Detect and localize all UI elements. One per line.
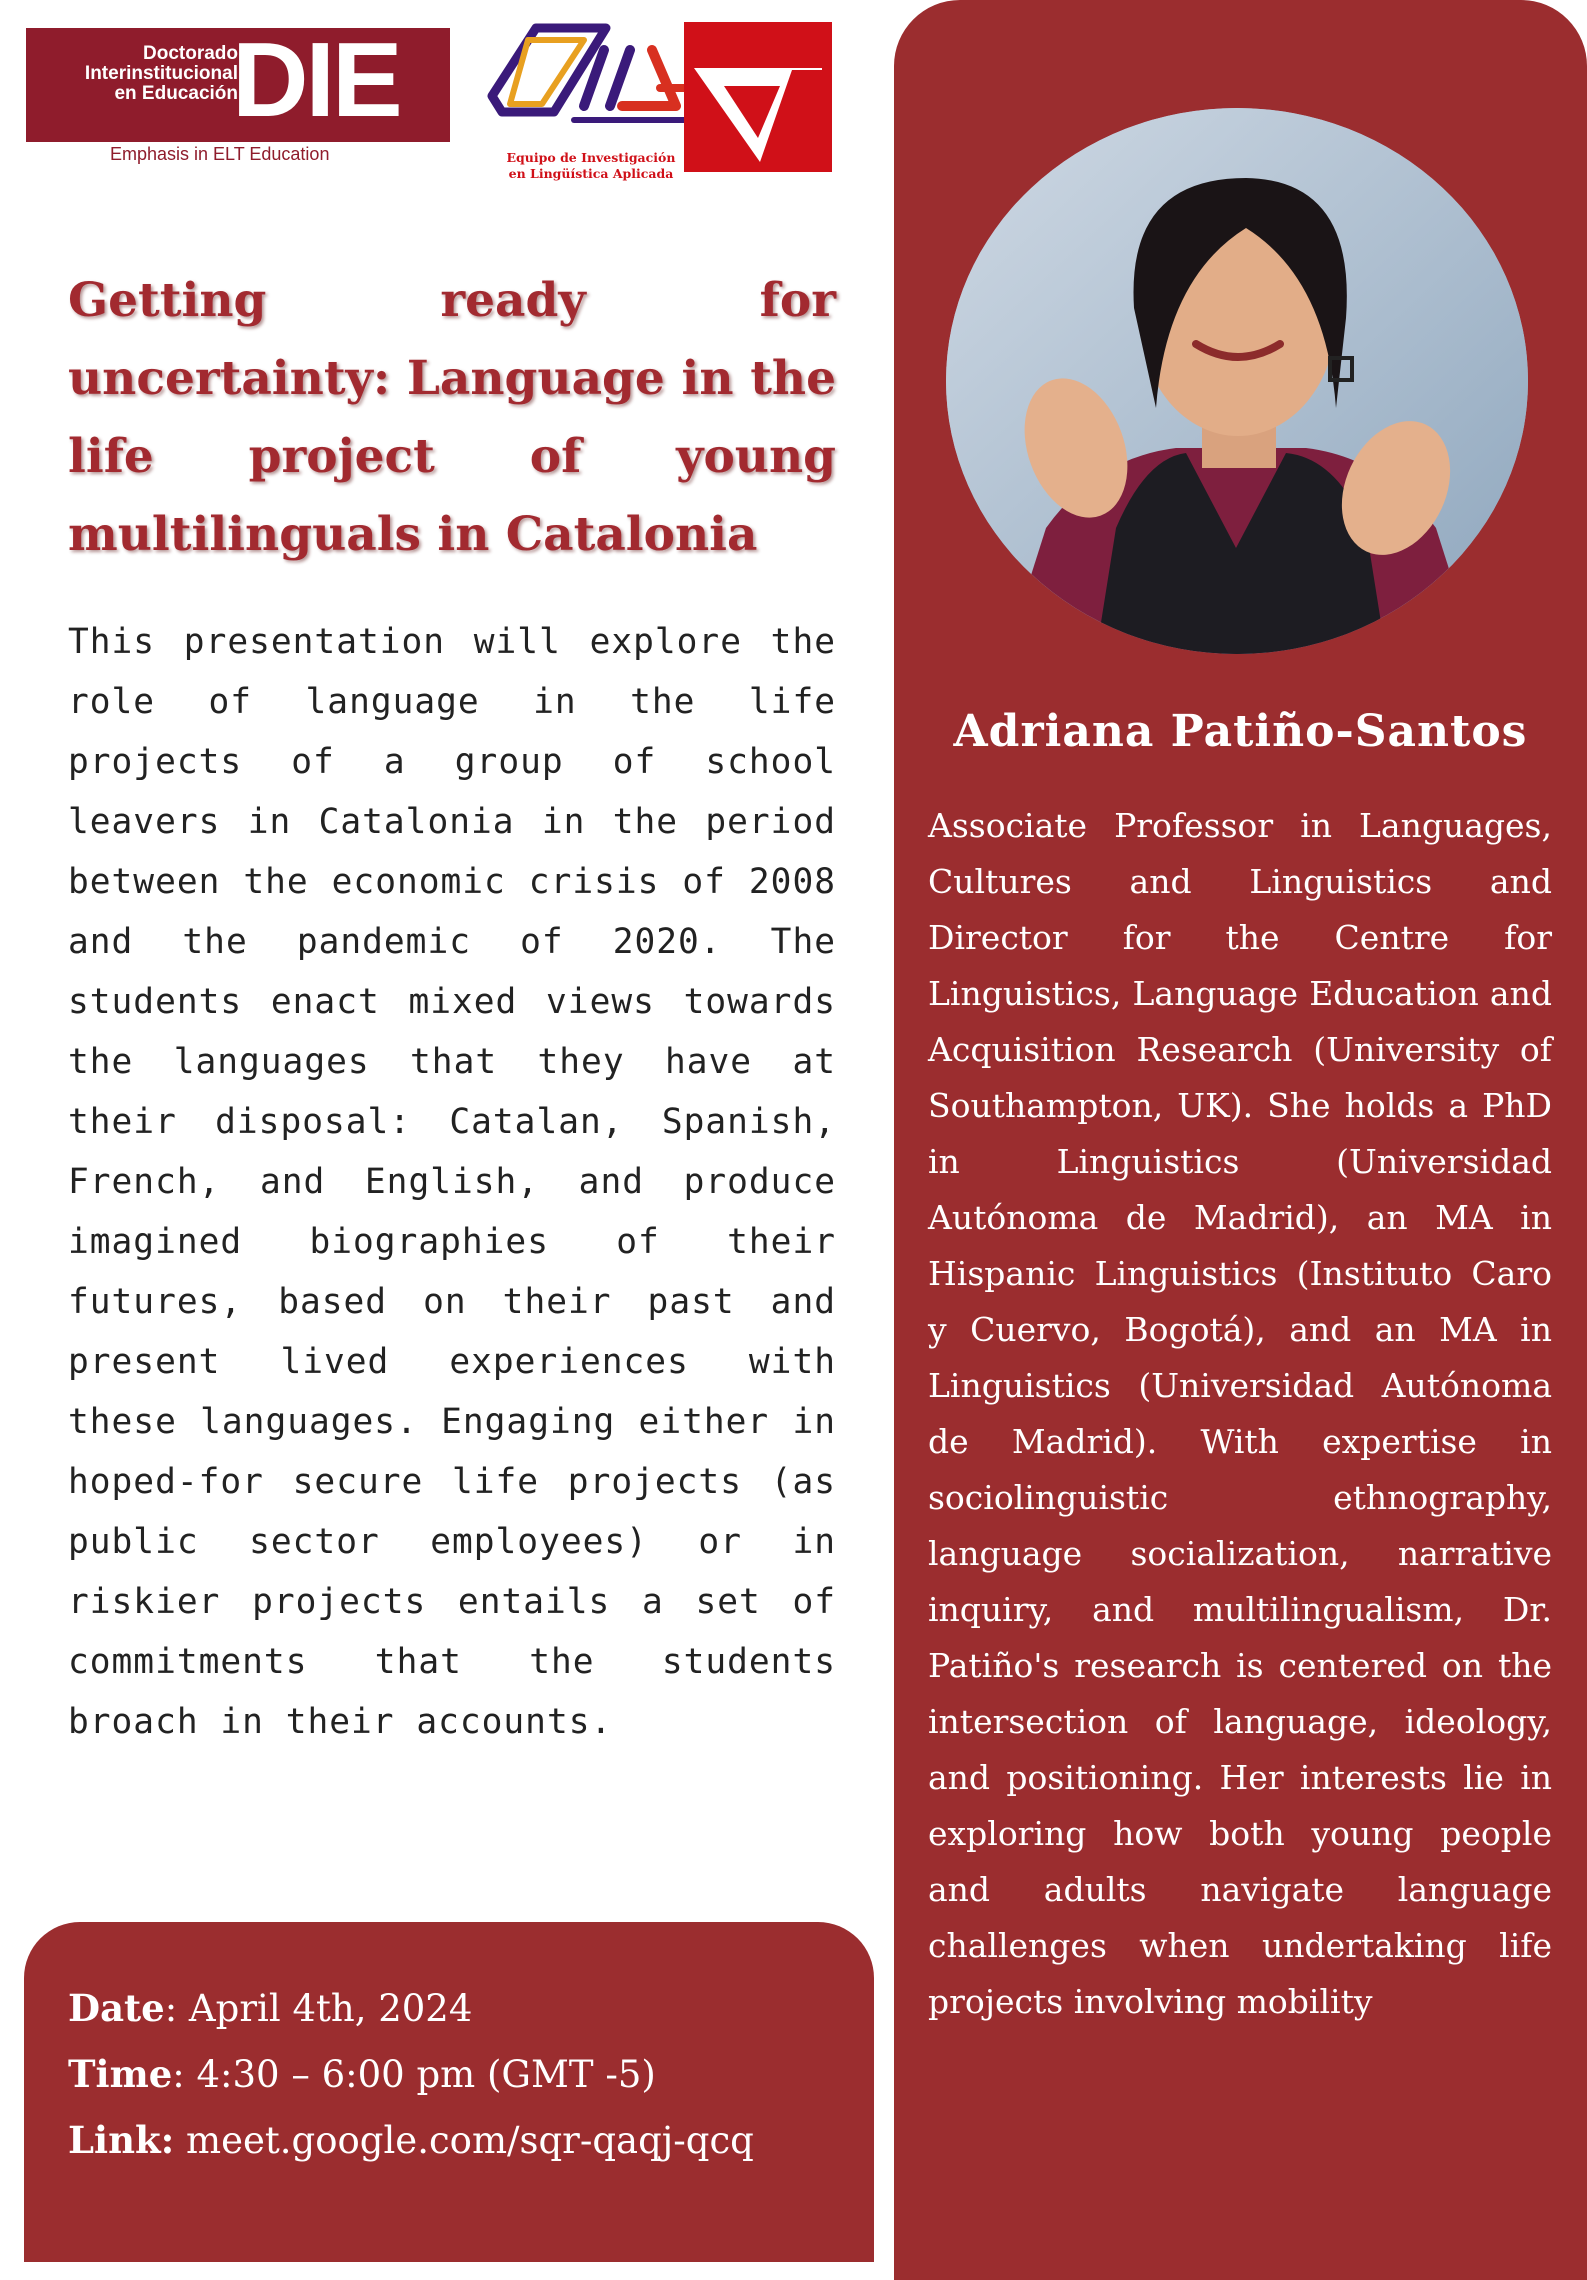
- event-time-value: : 4:30 – 6:00 pm (GMT -5): [172, 2053, 656, 2096]
- ilia-caption-line2: en Lingüística Aplicada: [508, 166, 674, 181]
- university-shield-logo: [684, 22, 832, 172]
- event-link-url[interactable]: meet.google.com/sqr-qaqj-qcq: [174, 2119, 754, 2162]
- event-time-label: Time: [68, 2052, 173, 2096]
- ilia-logo-caption: [476, 150, 706, 182]
- die-logo-text: [38, 44, 238, 104]
- event-link: [68, 2118, 754, 2163]
- logo-header: [26, 20, 846, 180]
- die-logo: [26, 21, 450, 142]
- university-logo-top-block: [760, 32, 822, 68]
- event-time: [68, 2052, 656, 2097]
- ilia-logo-mark: [492, 28, 686, 120]
- event-link-label: Link:: [68, 2118, 175, 2162]
- speaker-name: Adriana Patiño-Santos: [953, 706, 1528, 757]
- die-logo-line1: Doctorado: [143, 43, 238, 64]
- die-logo-acronym: DIE: [232, 21, 400, 139]
- speaker-panel: [894, 0, 1587, 2280]
- speaker-bio: Associate Professor in Languages, Cultures and Linguistics and Director for the Centre for Linguistics, Language Education and Acquisition Research (University of Southampton, UK). She holds a PhD in Linguistics (Universidad Autónoma de Madrid), an MA in Hispanic Linguistics (Instituto Caro y Cuervo, Bogotá), and an MA in Linguistics (Universidad Autónoma de Madrid). With expertise in sociolinguistic ethnography, language socialization, narrative inquiry, and multilingualism, Dr. Patiño's research is centered on the intersection of language, ideology, and positioning. Her interests lie in exploring how both young people and adults navigate language challenges when undertaking life projects involving mobility: [928, 806, 1552, 2021]
- die-logo-line3: en Educación: [114, 83, 238, 104]
- event-date-value: : April 4th, 2024: [164, 1987, 473, 2030]
- event-date: [68, 1986, 472, 2031]
- speaker-photo: [946, 108, 1528, 654]
- ilia-caption-line1: Equipo de Investigación: [506, 150, 676, 165]
- talk-title: Getting ready for uncertainty: Language in the life project of young multilinguals in Catalonia: [68, 273, 836, 562]
- die-logo-line2: Interinstitucional: [84, 63, 238, 84]
- event-date-label: Date: [68, 1986, 165, 2030]
- die-logo-tagline: Emphasis in ELT Education: [110, 144, 330, 164]
- event-info-box: [24, 1922, 874, 2262]
- talk-abstract: This presentation will explore the role of language in the life projects of a group of school leavers in Catalonia in the period between the economic crisis of 2008 and the pandemic of 2020. The students enact mixed views towards the languages that they have at their disposal: Catalan, Spanish, French, and English, and produce imagined biographies of their futures, based on their past and present lived experiences with these languages. Engaging either in hoped-for secure life projects (as public sector employees) or in riskier projects entails a set of commitments that the students broach in their accounts.: [68, 622, 836, 1742]
- speaker-portrait-illustration: [946, 108, 1528, 654]
